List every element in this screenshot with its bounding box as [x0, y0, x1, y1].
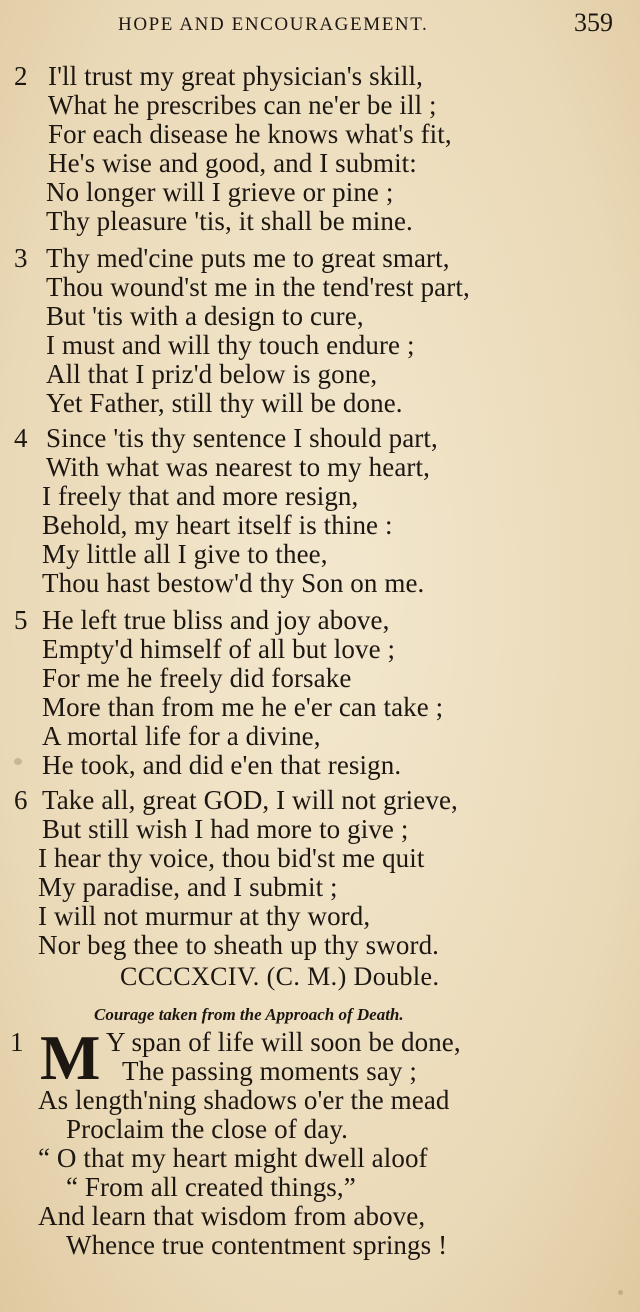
stanza-number: 6 [14, 785, 28, 815]
stanza-line: My paradise, and I submit ; [38, 872, 338, 902]
stanza-line: But still wish I had more to give ; [42, 814, 409, 844]
stanza-line: All that I priz'd below is gone, [46, 359, 378, 389]
stanza-line: A mortal life for a divine, [42, 721, 321, 751]
running-head: HOPE AND ENCOURAGEMENT. [118, 14, 429, 35]
stanza-line: The passing moments say ; [122, 1056, 417, 1086]
stanza-number: 1 [10, 1027, 24, 1057]
stanza-line: Yet Father, still thy will be done. [46, 388, 403, 418]
stanza-line: Behold, my heart itself is thine : [42, 510, 393, 540]
stanza-line: No longer will I grieve or pine ; [46, 177, 394, 207]
stanza-line: With what was nearest to my heart, [46, 452, 430, 482]
stanza-line: My little all I give to thee, [42, 539, 328, 569]
stanza-line: Thou wound'st me in the tend'rest part, [46, 272, 470, 302]
stanza-line: I hear thy voice, thou bid'st me quit [38, 843, 425, 873]
stanza-number: 4 [14, 423, 28, 453]
stanza-line: For me he freely did forsake [42, 663, 352, 693]
stanza-line: He's wise and good, and I submit: [48, 148, 417, 178]
hymn-subtitle: Courage taken from the Approach of Death. [94, 1005, 404, 1024]
stanza-line: Whence true contentment springs ! [66, 1230, 448, 1260]
stanza-line: For each disease he knows what's fit, [48, 119, 452, 149]
stanza-line: Take all, great GOD, I will not grieve, [42, 785, 458, 815]
stanza-line: Thou hast bestow'd thy Son on me. [42, 568, 425, 598]
stanza-line: As length'ning shadows o'er the mead [38, 1085, 450, 1115]
stanza-line: But 'tis with a design to cure, [46, 301, 364, 331]
stanza-line: Since 'tis thy sentence I should part, [46, 423, 438, 453]
stanza-line: I freely that and more resign, [42, 481, 359, 511]
paper-speck [618, 1290, 623, 1295]
stanza-line: What he prescribes can ne'er be ill ; [48, 90, 437, 120]
stanza-line: Y span of life will soon be done, [106, 1027, 461, 1057]
stanza-line: I must and will thy touch endure ; [46, 330, 415, 360]
stanza-line: He took, and did e'en that resign. [42, 750, 402, 780]
stanza-line: And learn that wisdom from above, [38, 1201, 426, 1231]
stanza-line: Proclaim the close of day. [66, 1114, 349, 1144]
stanza-line: Thy med'cine puts me to great smart, [46, 243, 450, 273]
drop-cap: M [40, 1022, 101, 1093]
stanza-line: Thy pleasure 'tis, it shall be mine. [46, 206, 413, 236]
stanza-line: “ O that my heart might dwell aloof [38, 1143, 428, 1173]
stanza-line: I will not murmur at thy word, [38, 901, 371, 931]
stanza-number: 3 [14, 243, 28, 273]
page-number: 359 [574, 8, 613, 37]
stanza-line: Nor beg thee to sheath up thy sword. [38, 930, 440, 960]
stanza-line: Empty'd himself of all but love ; [42, 634, 396, 664]
stanza-line: I'll trust my great physician's skill, [48, 61, 423, 91]
hymn-number: CCCCXCIV. (C. M.) Double. [120, 962, 440, 991]
paper-speck [14, 758, 22, 765]
stanza-line: He left true bliss and joy above, [42, 605, 390, 635]
stanza-number: 2 [14, 61, 28, 91]
stanza-number: 5 [14, 605, 28, 635]
stanza-line: “ From all created things,” [66, 1172, 356, 1202]
stanza-line: More than from me he e'er can take ; [42, 692, 444, 722]
